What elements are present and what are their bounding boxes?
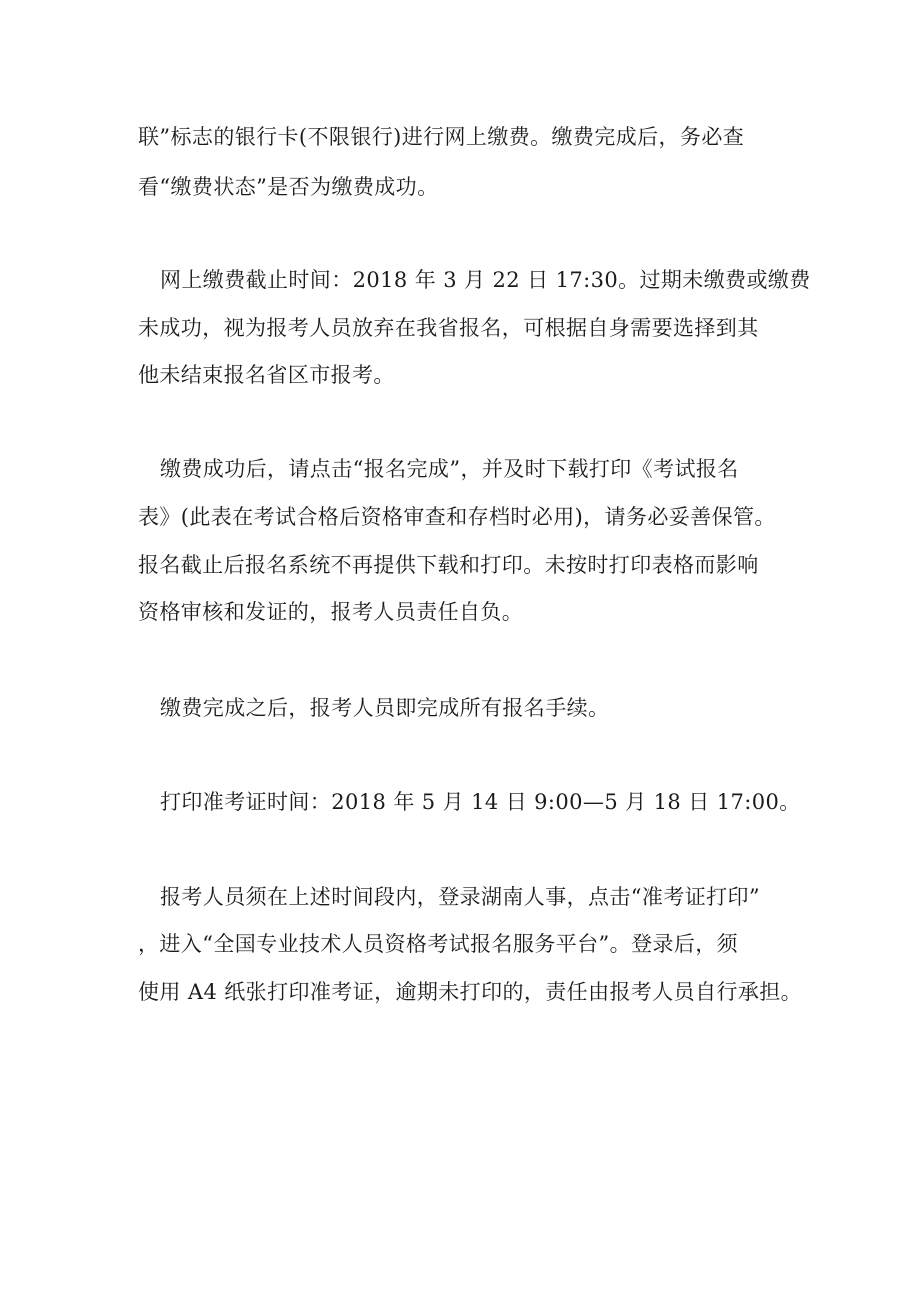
paragraph-registration-complete-line-4: 资格审核和发证的，报考人员责任自负。 [138, 600, 524, 624]
paragraph-admission-ticket-time-line-1: 打印准考证时间：2018 年 5 月 14 日 9:00—5 月 18 日 17:00。 [160, 790, 801, 814]
paragraph-payment-deadline-line-1: 网上缴费截止时间：2018 年 3 月 22 日 17:30。过期未缴费或缴费 [160, 268, 811, 292]
paragraph-payment-deadline-line-2: 未成功，视为报考人员放弃在我省报名，可根据自身需要选择到其 [138, 316, 759, 340]
paragraph-procedures-done-line-1: 缴费完成之后，报考人员即完成所有报名手续。 [160, 696, 610, 720]
paragraph-registration-complete-line-3: 报名截止后报名系统不再提供下载和打印。未按时打印表格而影响 [138, 553, 759, 577]
paragraph-payment-deadline-line-3: 他未结束报名省区市报考。 [138, 363, 395, 387]
paragraph-registration-complete-line-2: 表》(此表在考试合格后资格审查和存档时必用)，请务必妥善保管。 [138, 505, 776, 529]
paragraph-admission-ticket-print-line-1: 报考人员须在上述时间段内，登录湖南人事，点击“准考证打印” [160, 885, 761, 909]
paragraph-registration-complete-line-1: 缴费成功后，请点击“报名完成”，并及时下载打印《考试报名 [160, 457, 739, 481]
paragraph-admission-ticket-print-line-3: 使用 A4 纸张打印准考证，逾期未打印的，责任由报考人员自行承担。 [138, 980, 803, 1004]
paragraph-payment-card-line-2: 看“缴费状态”是否为缴费成功。 [138, 175, 439, 199]
paragraph-payment-card-line-1: 联”标志的银行卡(不限银行)进行网上缴费。缴费完成后，务必查 [138, 125, 745, 149]
paragraph-admission-ticket-print-line-2: ，进入“全国专业技术人员资格考试报名服务平台”。登录后，须 [138, 932, 739, 956]
